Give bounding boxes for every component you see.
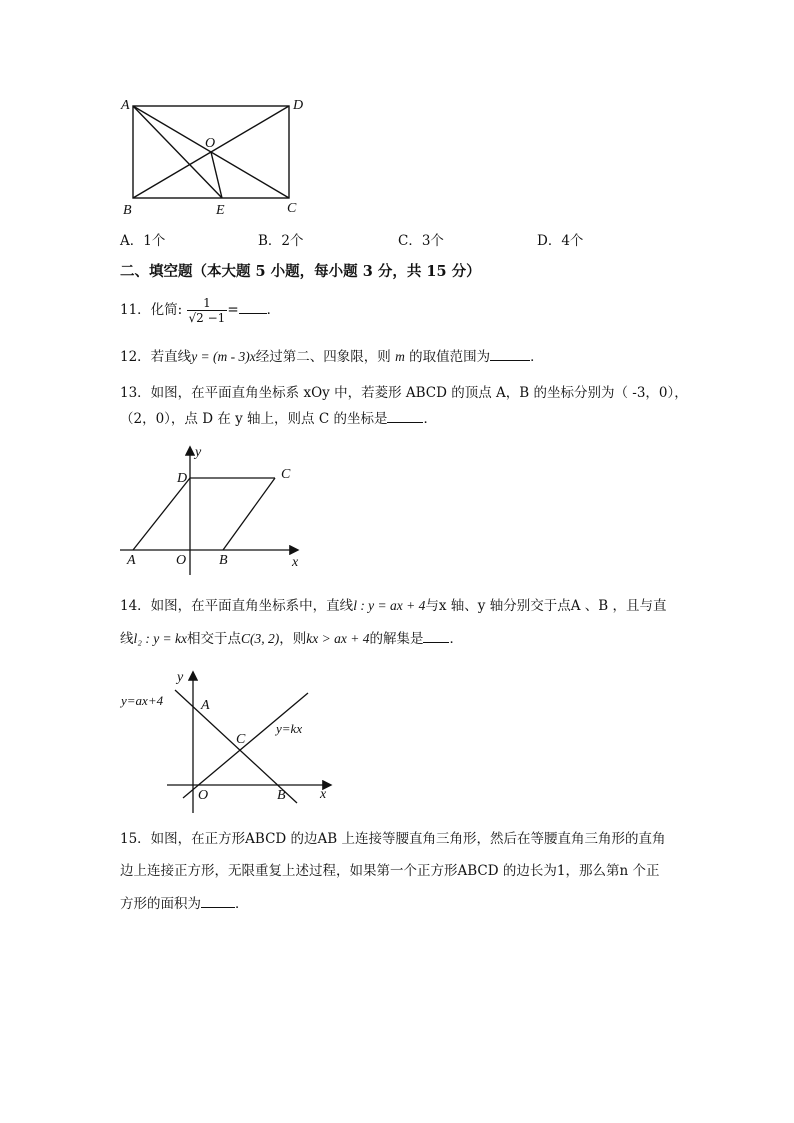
- label-O: O: [176, 553, 187, 568]
- question-14-line-2: [120, 628, 463, 649]
- q14-line2b: 相交于点: [187, 631, 242, 647]
- q12-suffix: 的取值范围为: [409, 349, 491, 365]
- label-D: D: [293, 98, 304, 113]
- lines-figure: [115, 665, 340, 815]
- label-y: y: [195, 445, 202, 460]
- q14-line2c: ，则: [279, 631, 307, 647]
- question-14-line-1: [120, 596, 666, 616]
- option-a: A．1个: [120, 233, 166, 249]
- equation-label-2: y=kx: [276, 721, 303, 736]
- q14-line-l: l : y = ax + 4: [353, 598, 426, 613]
- answer-blank-15[interactable]: [201, 893, 235, 908]
- section-title: 二、填空题（本大题 5 小题，每小题 3 分，共 15 分）: [120, 263, 481, 280]
- label-C: C: [236, 732, 246, 747]
- q12-formula: y = (m - 3)x: [191, 349, 256, 364]
- label-E: E: [216, 203, 225, 218]
- q11-numerator: 1: [187, 296, 228, 311]
- label-A: A: [121, 98, 130, 113]
- q15-end: ．: [235, 896, 249, 912]
- option-b: B．2个: [258, 233, 304, 249]
- question-15-line-3: [120, 893, 249, 914]
- label-C: C: [281, 467, 291, 482]
- label-B: B: [123, 203, 132, 218]
- rectangle-figure: [115, 92, 315, 222]
- option-c: C．3个: [398, 233, 444, 249]
- label-x: x: [292, 555, 299, 570]
- q14-line-l2: l₂ : y = kx: [133, 631, 188, 646]
- label-A: A: [201, 698, 210, 713]
- label-O: O: [205, 136, 216, 151]
- q14-line2d: 的解集是: [369, 631, 424, 647]
- q14-point-c: C(3, 2): [241, 631, 280, 646]
- q11-fraction: [187, 296, 228, 325]
- answer-blank-14[interactable]: [423, 628, 449, 643]
- q14-line2a: 线: [120, 631, 134, 647]
- q14-line1b: 与x 轴、y 轴分别交于点A 、B ，且与直: [425, 598, 667, 614]
- answer-blank-11[interactable]: [239, 299, 267, 314]
- q11-end: ．: [266, 302, 281, 318]
- answer-blank-13[interactable]: [387, 408, 423, 423]
- label-x: x: [320, 787, 327, 802]
- label-y: y: [177, 670, 184, 685]
- q13-end: ．: [423, 411, 437, 427]
- rhombus-figure: [115, 440, 315, 575]
- q12-var: m: [395, 349, 405, 364]
- q12-prefix: 12．若直线: [120, 349, 192, 365]
- label-B: B: [219, 553, 228, 568]
- question-11: [120, 293, 280, 327]
- option-d: D．4个: [537, 233, 584, 249]
- q11-prefix: 11．化简:: [120, 302, 183, 318]
- equation-label-1: y=ax+4: [121, 693, 164, 708]
- label-D: D: [177, 471, 188, 486]
- question-15-line-1: 15．如图，在正方形ABCD 的边AB 上连接等腰直角三角形，然后在等腰直角三角形的直角: [120, 831, 666, 847]
- q13-line2: （2，0），点 D 在 y 轴上，则点 C 的坐标是: [120, 411, 388, 427]
- q14-line1a: 14．如图，在平面直角坐标系中，直线: [120, 598, 354, 614]
- question-15-line-2: 边上连接正方形，无限重复上述过程，如果第一个正方形ABCD 的边长为1，那么第n 个正: [120, 863, 660, 879]
- label-O: O: [198, 788, 209, 803]
- label-B: B: [277, 788, 286, 803]
- q12-end: ．: [530, 349, 544, 365]
- question-13-line-2: [120, 408, 437, 429]
- question-12: [120, 346, 544, 367]
- q11-equals: =: [227, 302, 239, 318]
- q12-mid: 经过第二、四象限，则: [255, 349, 391, 365]
- answer-blank-12[interactable]: [490, 346, 530, 361]
- label-C: C: [287, 201, 297, 216]
- q15-line3: 方形的面积为: [120, 896, 201, 912]
- label-A: A: [127, 553, 136, 568]
- q14-end: ．: [449, 631, 463, 647]
- q14-inequality: kx > ax + 4: [306, 631, 370, 646]
- question-13-line-1: 13．如图，在平面直角坐标系 xOy 中，若菱形 ABCD 的顶点 A，B 的坐标分别为（ -3，0），: [120, 385, 688, 401]
- q11-denominator: √2 −1: [188, 311, 226, 325]
